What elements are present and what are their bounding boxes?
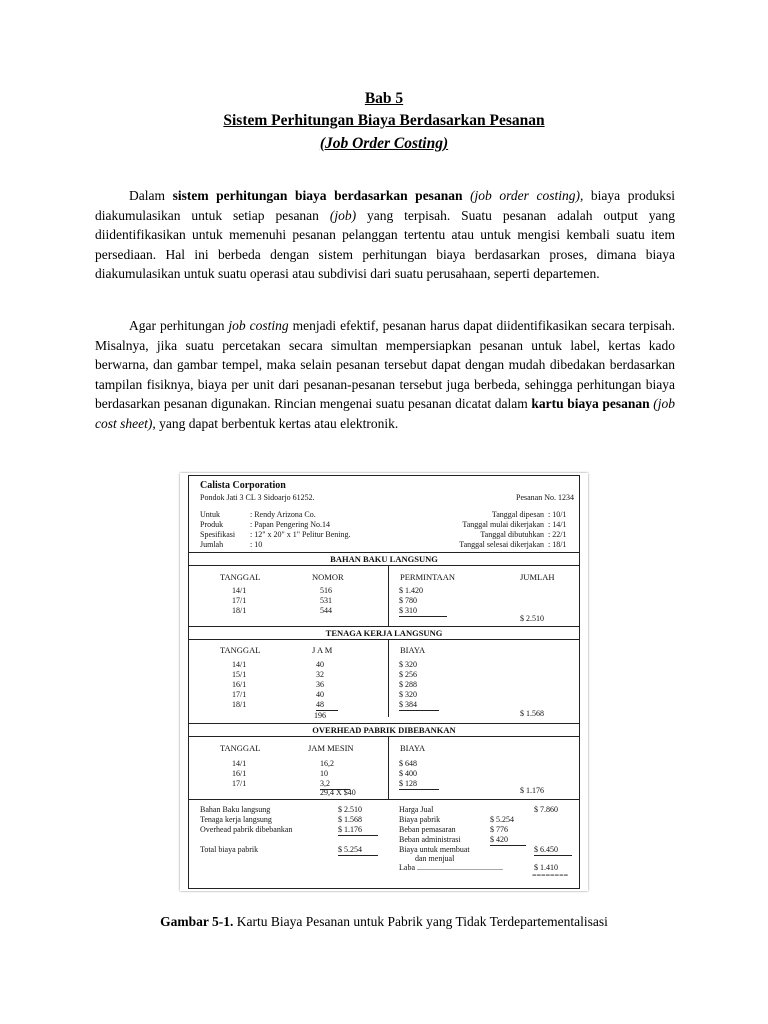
- total-factory-cost-value: $ 5.254: [338, 845, 378, 856]
- dm-header-amount: JUMLAH: [520, 572, 555, 582]
- summary-cost-labels: Bahan Baku langsung Tenaga kerja langsung Overhead pabrik dibebankan: [200, 805, 293, 834]
- chapter-subtitle: (Job Order Costing): [319, 135, 449, 152]
- date-labels: Tanggal dipesan Tanggal mulai dikerjakan Tanggal dibutuhkan Tanggal selesai dikerjakan: [459, 510, 544, 549]
- oh-total: $ 1.176: [520, 786, 544, 795]
- total-factory-cost-label: Total biaya pabrik: [200, 845, 259, 854]
- double-underline: ========: [532, 871, 569, 880]
- cost-to-make-label-1: Biaya untuk membuat: [399, 845, 470, 854]
- term-job-cost-sheet: kartu biaya pesanan: [531, 396, 650, 412]
- dm-dates: 14/1 17/1 18/1: [232, 586, 247, 615]
- dm-numbers: 516 531 544: [320, 586, 332, 615]
- cost-to-make-value: $ 6.450: [534, 845, 572, 856]
- dl-hours-total: 196: [314, 711, 326, 720]
- oh-header-date: TANGGAL: [220, 743, 261, 753]
- dm-header-number: NOMOR: [312, 572, 344, 582]
- profit-value: $ 1.410: [534, 863, 558, 872]
- paragraph-1: Dalam sistem perhitungan biaya berdasarkan pesanan (job order costing), biaya produksi diakumulasikan untuk setiap pesanan (job) yang terpisah. Suatu pesanan adalah output yang diidentifikasikan untuk memenuhi pesanan pelanggan tertentu atau untuk mengisi kembali suatu item persediaan. Hal ini berbeda dengan sistem perhitungan biaya berdasarkan proses, dimana biaya diakumulasikan untuk suatu operasi atau subdivisi dari suatu perusahaan, seperti departemen.: [95, 188, 675, 282]
- figure-caption: Gambar 5-1. Kartu Biaya Pesanan untuk Pabrik yang Tidak Terdepartementalisasi: [160, 914, 608, 929]
- caption-label: Gambar 5-1.: [160, 914, 234, 929]
- term-job-order: sistem perhitungan biaya berdasarkan pesanan: [172, 188, 463, 203]
- info-values: : Rendy Arizona Co. : Papan Pengering No.14 : 12" x 20" x 1" Pelitur Bening. : 10: [250, 510, 351, 549]
- date-values: : 10/1 : 14/1 : 22/1 : 18/1: [548, 510, 567, 549]
- order-number: Pesanan No. 1234: [516, 493, 574, 502]
- dl-header-cost: BIAYA: [400, 645, 426, 655]
- dl-hours: 40 32 36 40 48: [316, 660, 338, 711]
- company-address: Pondok Jati 3 CL 3 Sidoarjo 61252.: [200, 493, 315, 502]
- selling-price-value: $ 7.860: [534, 805, 558, 814]
- oh-header-machine-hours: JAM MESIN: [308, 743, 354, 753]
- chapter-title: Sistem Perhitungan Biaya Berdasarkan Pesanan: [223, 112, 545, 129]
- dl-costs: $ 320 $ 256 $ 288 $ 320 $ 384: [399, 660, 439, 711]
- dl-header-hours: J A M: [312, 645, 333, 655]
- dl-dates: 14/1 15/1 16/1 17/1 18/1: [232, 660, 247, 709]
- dm-header-request: PERMINTAAN: [400, 572, 456, 582]
- profit-label: Laba ...........................................: [399, 863, 503, 872]
- summary-expense-values: $ 5.254 $ 776 $ 420: [490, 815, 526, 846]
- section-direct-labor: TENAGA KERJA LANGSUNG: [189, 626, 579, 640]
- dm-amounts: $ 1.420 $ 780 $ 310: [399, 586, 447, 617]
- oh-header-cost: BIAYA: [400, 743, 426, 753]
- oh-dates: 14/1 16/1 17/1: [232, 759, 247, 788]
- info-labels: Untuk Produk Spesifikasi Jumlah: [200, 510, 236, 549]
- paragraph-2: Agar perhitungan job costing menjadi efektif, pesanan harus dapat diidentifikasikan secara terpisah. Misalnya, jika suatu percetakan secara simultan mempersiapkan pesanan untuk label, kertas kado berwarna, dan gambar tempel, maka selain pesanan tersebut dapat dengan mudah dibedakan berdasarkan tampilan fisiknya, biaya per unit dari pesanan-pesanan tersebut juga berbeda, sehingga perhitungan biaya berdasarkan pesanan digunakan. Rincian mengenai suatu pesanan dicatat dalam kartu biaya pesanan (job cost sheet), yang dapat berbentuk kertas atau elektronik.: [95, 318, 676, 431]
- dl-total: $ 1.568: [520, 709, 544, 718]
- dm-header-date: TANGGAL: [220, 572, 261, 582]
- dl-header-date: TANGGAL: [220, 645, 261, 655]
- job-cost-sheet-figure: [180, 473, 588, 891]
- summary-expense-labels: Biaya pabrik Beban pemasaran Beban administrasi: [399, 815, 461, 844]
- oh-hours: 16,2 10 3,2: [320, 759, 350, 790]
- oh-hours-total: 29,4 X $40: [320, 788, 356, 797]
- section-direct-materials: BAHAN BAKU LANGSUNG: [189, 552, 579, 566]
- selling-price-label: Harga Jual: [399, 805, 434, 814]
- section-overhead: OVERHEAD PABRIK DIBEBANKAN: [189, 723, 579, 737]
- summary-cost-values: $ 2.510 $ 1.568 $ 1.176: [338, 805, 378, 836]
- oh-costs: $ 648 $ 400 $ 128: [399, 759, 439, 790]
- cost-to-make-label-2: dan menjual: [415, 854, 455, 863]
- dm-total: $ 2.510: [520, 614, 544, 623]
- company-name: Calista Corporation: [200, 480, 286, 491]
- chapter-number: Bab 5: [364, 90, 404, 107]
